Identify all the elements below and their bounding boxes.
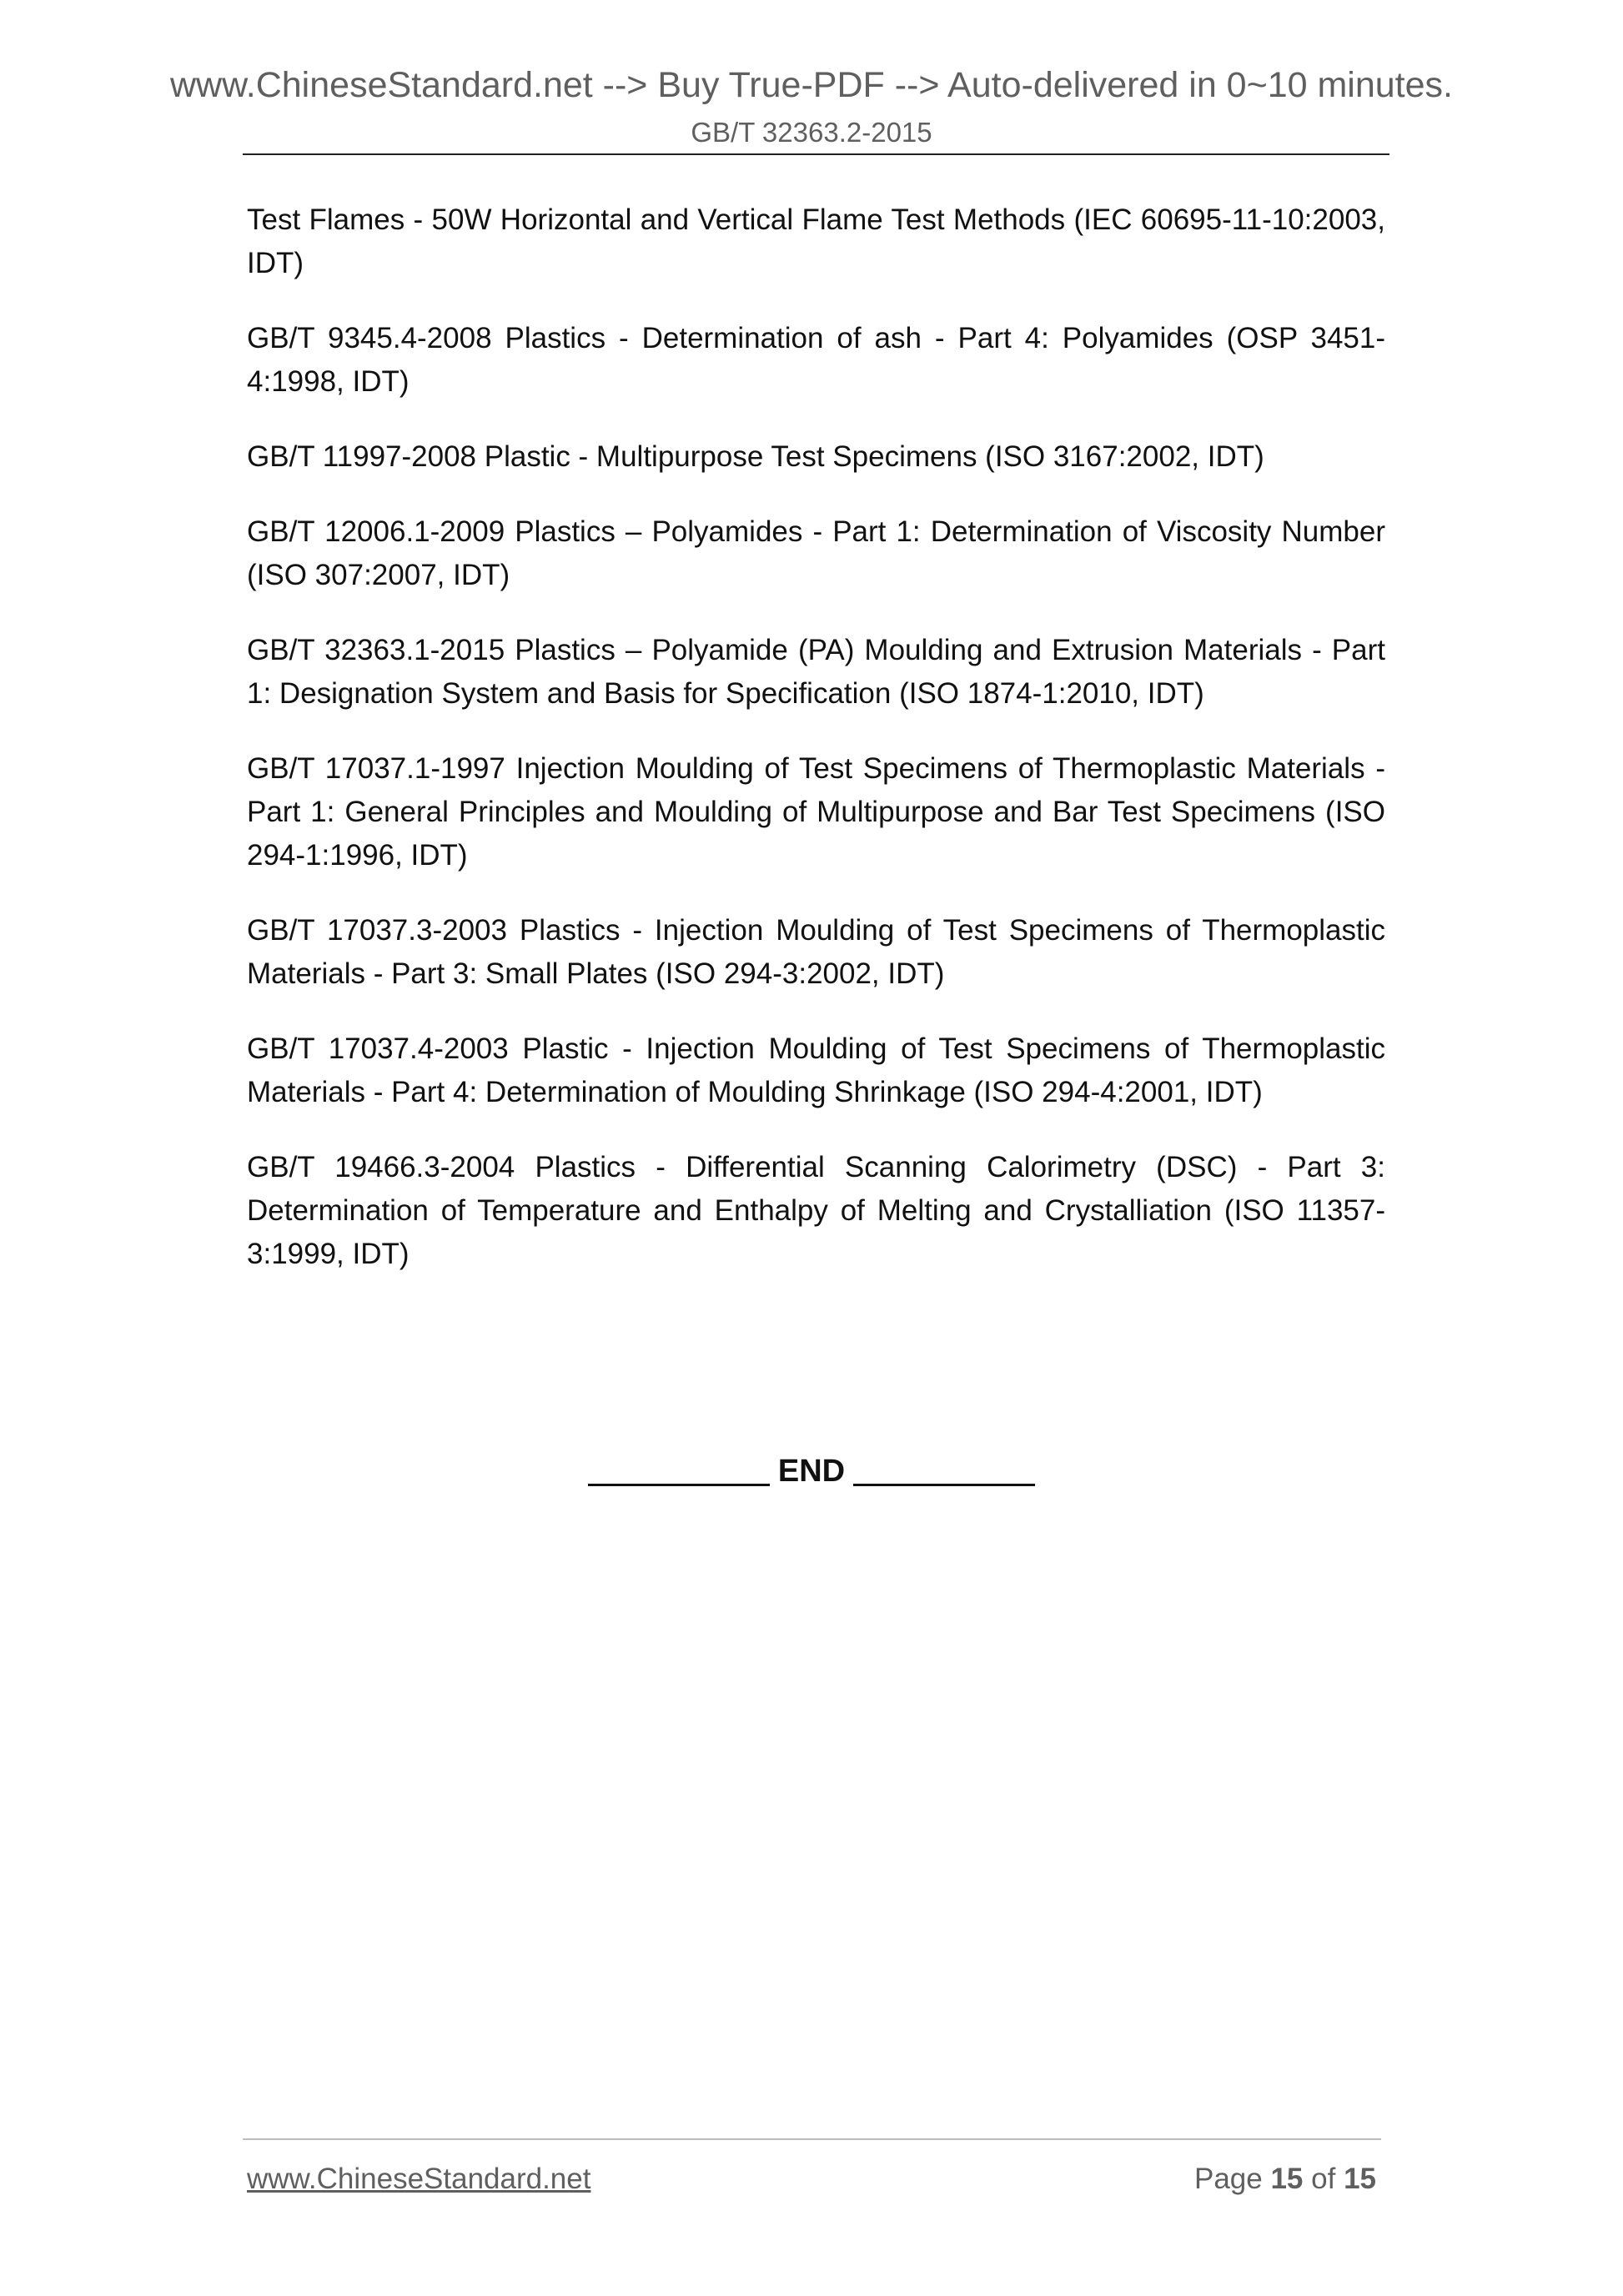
- page-current: 15: [1270, 2163, 1304, 2195]
- reference-item: GB/T 19466.3-2004 Plastics - Differential Scanning Calorimetry (DSC) - Part 3: Determination of Temperature and Enthalpy of Melting and Crystalliation (ISO 11357-3:1999, IDT): [247, 1151, 1385, 1270]
- page-indicator: [1194, 2163, 1376, 2196]
- reference-item: GB/T 32363.1-2015 Plastics – Polyamide (PA) Moulding and Extrusion Materials - Part 1: Designation System and Basis for Specification (ISO 1874-1:2010, IDT): [247, 634, 1385, 710]
- end-rule-left: [588, 1484, 770, 1486]
- site-banner: www.ChineseStandard.net --> Buy True-PDF --> Auto-delivered in 0~10 minutes.: [169, 65, 1453, 105]
- document-code: GB/T 32363.2-2015: [691, 117, 932, 148]
- page-word: Page: [1193, 2163, 1263, 2195]
- header-divider: [243, 153, 1389, 155]
- footer-divider: [243, 2138, 1381, 2140]
- footer-site-link[interactable]: www.ChineseStandard.net: [247, 2163, 591, 2195]
- end-rule-right: [853, 1484, 1035, 1486]
- end-marker: [0, 1454, 1623, 1490]
- reference-item: GB/T 17037.1-1997 Injection Moulding of Test Specimens of Thermoplastic Materials - Part 1: General Principles and Moulding of Multipurpose and Bar Test Specimens (ISO 294-1:1996, IDT): [247, 752, 1385, 872]
- reference-item: GB/T 12006.1-2009 Plastics – Polyamides - Part 1: Determination of Viscosity Number (ISO 307:2007, IDT): [247, 515, 1385, 591]
- end-label: END: [777, 1454, 846, 1489]
- reference-item: Test Flames - 50W Horizontal and Vertical Flame Test Methods (IEC 60695-11-10:2003, IDT): [247, 203, 1385, 279]
- reference-item: GB/T 9345.4-2008 Plastics - Determination of ash - Part 4: Polyamides (OSP 3451-4:1998, IDT): [247, 322, 1385, 398]
- reference-item: GB/T 17037.3-2003 Plastics - Injection Moulding of Test Specimens of Thermoplastic Materials - Part 3: Small Plates (ISO 294-3:2002, IDT): [247, 914, 1385, 990]
- page-total: 15: [1344, 2163, 1376, 2195]
- reference-item: GB/T 17037.4-2003 Plastic - Injection Moulding of Test Specimens of Thermoplastic Materials - Part 4: Determination of Moulding Shrinkage (ISO 294-4:2001, IDT): [247, 1032, 1385, 1108]
- page-of: of: [1311, 2163, 1336, 2195]
- normative-references-list: [247, 198, 1385, 1308]
- reference-item: GB/T 11997-2008 Plastic - Multipurpose Test Specimens (ISO 3167:2002, IDT): [247, 440, 1264, 473]
